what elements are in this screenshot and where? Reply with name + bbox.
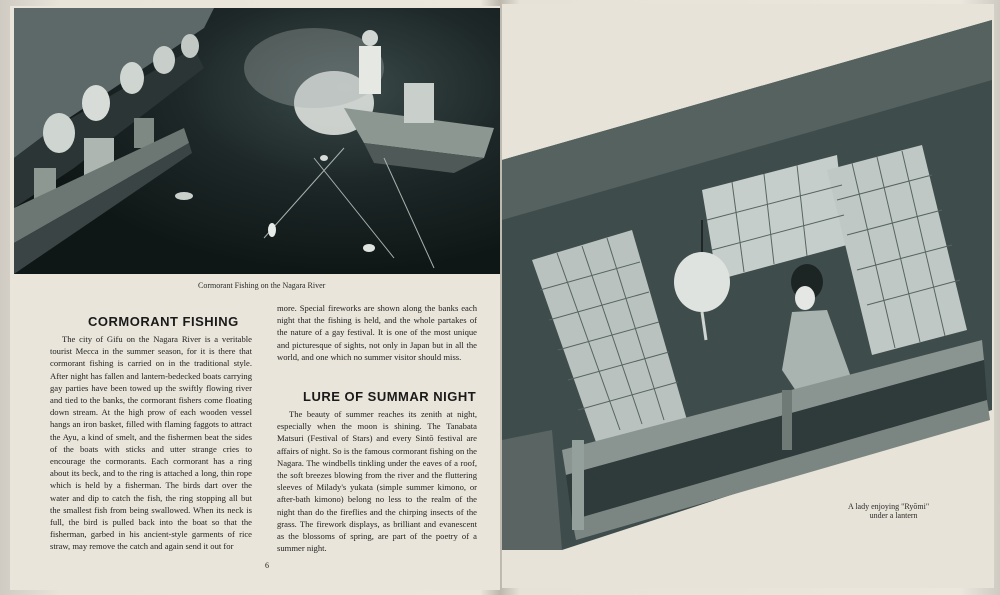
column-1-text [50,333,252,553]
cormorant-fishing-photo [14,8,500,274]
column-2-top-text [277,302,477,363]
column-2-bottom-text [277,408,477,554]
page-number: 6 [265,561,269,570]
paragraph-summer-night: The beauty of summer reaches its zenith at night, especially when the moon is shining. The Tanabata Matsuri (Festival of Stars) and every Sintō festival are affairs of night. So is the famous cormorant fishing on the Nagara. The windbells tinkling under the eaves of a roof, the soft breezes blowing from the river and the fluttering sleeves of Milady's yukata (simple summer kimono, or after-bath kimono) belong no less to the realm of the night than do the fireflies and the chirping insects of the grass. The firework displays, as brilliant and evanescent as the blossoms of spring, are part of the poetry of a summer night. [277,409,477,554]
photo-caption-cormorant: Cormorant Fishing on the Nagara River [198,281,326,290]
paragraph-cormorant-fishing: The city of Gifu on the Nagara River is a veritable tourist Mecca in the summer season, for it is there that cormorant fishing is carried on in the traditional style. After night has fallen and lantern-bedecked boats carrying gay parties have been towed up the swiftly flowing river and tied to the banks, the cormorant fishers come floating down stream. At the high prow of each wooden vessel hangs an iron basket, filled with flaming faggots to attract the Ayu, a kind of smelt, and the fishermen beat the sides of the boats with sticks and utter strange cries to encourage the cormorants. Each cormorant has a ring about its beck, and to the ring is attached a long, thin rope which is held by a fisherman. The birds dart over the water and dip to catch the fish, the ring stopping all but the smallest fish from being swallowed. When its neck is full, the bird is pulled back into the boat so that the fisherman, garbed in his ancient-style garments of rice straw, may remove the catch and again send it out for [50,334,252,552]
heading-summer-night: LURE OF SUMMAR NIGHT [303,389,477,404]
paragraph-cormorant-continued: more. Special fireworks are shown along the banks each night that the fishing is held, and the whole partakes of the nature of a gay festival. It is one of the most unique and picturesque of sights, not only in Japan but in all the world, and one which no summer visitor should miss. [277,303,477,362]
heading-cormorant-fishing: CORMORANT FISHING [88,314,239,329]
caption-lady-line-2: under a lantern [869,511,918,520]
lady-lantern-image [502,20,992,550]
cormorant-fishing-image [14,8,500,274]
caption-lady-line-1: A lady enjoying "Ryōmi" [848,502,930,511]
lady-lantern-photo [502,20,992,550]
photo-caption-lady [848,502,929,520]
